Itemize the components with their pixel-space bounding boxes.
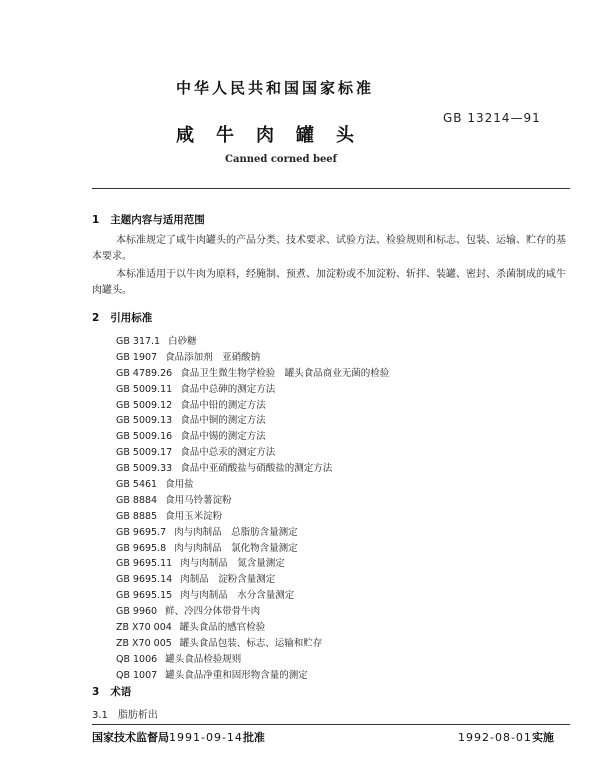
footer-divider bbox=[92, 724, 570, 725]
list-item bbox=[116, 556, 389, 572]
header-divider bbox=[92, 188, 570, 189]
issuer-name: 国家技术监督局 bbox=[92, 731, 169, 744]
list-item bbox=[116, 413, 389, 429]
scope-paragraph-line-4: 肉罐头。 bbox=[92, 285, 132, 296]
reference-name: 罐头食品净重和固形物含量的测定 bbox=[165, 669, 308, 681]
reference-code: GB 5009.12 bbox=[116, 399, 173, 411]
implementation-suffix: 实施 bbox=[531, 731, 554, 744]
list-item bbox=[116, 461, 389, 477]
reference-name: 罐头食品的感官检验 bbox=[179, 622, 266, 634]
reference-standards-list bbox=[116, 334, 389, 684]
list-item bbox=[116, 398, 389, 414]
reference-name: 罐头食品检验规则 bbox=[165, 653, 242, 665]
approval-suffix: 批准 bbox=[242, 731, 265, 744]
reference-code: GB 9695.14 bbox=[116, 574, 173, 586]
implementation-date: 1992-08-01 bbox=[458, 731, 532, 744]
approval-line bbox=[92, 729, 265, 745]
reference-code: GB 9960 bbox=[116, 606, 158, 618]
reference-name: 白砂糖 bbox=[168, 336, 197, 347]
reference-code: GB 1907 bbox=[116, 351, 158, 363]
reference-name: 肉与肉制品 氮含量测定 bbox=[180, 558, 285, 570]
section-title: 引用标准 bbox=[110, 312, 153, 324]
reference-name: 肉与肉制品 氯化物含量测定 bbox=[174, 542, 298, 554]
reference-name: 肉与肉制品 水分含量测定 bbox=[180, 590, 295, 602]
reference-name: 食品中亚硝酸盐与硝酸盐的测定方法 bbox=[180, 463, 333, 475]
list-item bbox=[116, 620, 389, 636]
approval-date: 1991-09-14 bbox=[169, 731, 243, 744]
reference-code: ZB X70 005 bbox=[116, 637, 172, 649]
section-number: 1 bbox=[92, 214, 100, 226]
reference-code: GB 5009.13 bbox=[116, 415, 173, 427]
reference-name: 食品中铜的测定方法 bbox=[180, 415, 266, 427]
list-item bbox=[116, 652, 389, 668]
reference-code: QB 1007 bbox=[116, 669, 158, 681]
reference-code: GB 4789.26 bbox=[116, 367, 173, 379]
document-title-en: Canned corned beef bbox=[225, 154, 337, 165]
reference-name: 鲜、冷四分体带骨牛肉 bbox=[165, 606, 261, 618]
reference-code: GB 8884 bbox=[116, 494, 158, 506]
reference-name: 食品中铅的测定方法 bbox=[180, 399, 266, 411]
reference-name: 罐头食品包装、标志、运输和贮存 bbox=[179, 637, 323, 649]
list-item bbox=[116, 509, 389, 525]
section-number: 2 bbox=[92, 312, 100, 324]
reference-code: GB 9695.8 bbox=[116, 542, 167, 554]
list-item bbox=[116, 541, 389, 557]
reference-name: 食品中锡的测定方法 bbox=[180, 431, 266, 443]
list-item bbox=[116, 334, 389, 350]
section-number: 3 bbox=[92, 686, 100, 698]
list-item bbox=[116, 445, 389, 461]
reference-code: GB 9695.11 bbox=[116, 558, 173, 570]
list-item bbox=[116, 429, 389, 445]
list-item bbox=[116, 493, 389, 509]
scope-paragraph-line-3: 本标准适用于以牛肉为原料，经腌制、预煮、加淀粉或不加淀粉、斩拌、装罐、密封、杀菌制成的咸牛 bbox=[116, 269, 566, 280]
section-title: 主题内容与适用范围 bbox=[110, 214, 205, 226]
reference-name: 食用玉米淀粉 bbox=[165, 510, 223, 522]
standard-code: GB 13214—91 bbox=[443, 111, 541, 125]
issuing-authority-header: 中华人民共和国国家标准 bbox=[176, 79, 375, 97]
scope-paragraph-line-2: 本要求。 bbox=[92, 251, 132, 262]
reference-name: 食品添加剂 亚硝酸钠 bbox=[165, 351, 261, 363]
reference-name: 食品中总汞的测定方法 bbox=[180, 447, 276, 459]
section-1-heading bbox=[92, 212, 205, 227]
reference-name: 食用马铃薯淀粉 bbox=[165, 494, 232, 506]
reference-name: 食用盐 bbox=[165, 479, 194, 491]
term-item: 3.1 脂肪析出 bbox=[92, 710, 158, 721]
reference-code: QB 1006 bbox=[116, 653, 158, 665]
reference-name: 肉制品 淀粉含量测定 bbox=[180, 574, 276, 586]
reference-code: GB 9695.7 bbox=[116, 526, 167, 538]
section-title: 术语 bbox=[110, 686, 132, 698]
reference-name: 食品卫生微生物学检验 罐头食品商业无菌的检验 bbox=[180, 367, 390, 379]
reference-code: GB 317.1 bbox=[116, 336, 161, 347]
reference-code: GB 5461 bbox=[116, 479, 158, 491]
scope-paragraph-line-1: 本标准规定了咸牛肉罐头的产品分类、技术要求、试验方法、检验规则和标志、包装、运输、贮存的基 bbox=[116, 235, 566, 246]
list-item bbox=[116, 604, 389, 620]
reference-code: GB 5009.17 bbox=[116, 447, 173, 459]
list-item bbox=[116, 668, 389, 684]
reference-code: GB 5009.16 bbox=[116, 431, 173, 443]
list-item bbox=[116, 477, 389, 493]
document-title-cn: 咸牛肉罐头 bbox=[176, 125, 376, 146]
reference-code: GB 5009.33 bbox=[116, 463, 173, 475]
reference-code: GB 8885 bbox=[116, 510, 158, 522]
reference-name: 肉与肉制品 总脂肪含量测定 bbox=[174, 526, 298, 538]
list-item bbox=[116, 382, 389, 398]
section-3-heading bbox=[92, 684, 131, 699]
list-item bbox=[116, 366, 389, 382]
implementation-line bbox=[458, 729, 554, 745]
reference-code: ZB X70 004 bbox=[116, 622, 172, 634]
list-item bbox=[116, 525, 389, 541]
reference-name: 食品中总砷的测定方法 bbox=[180, 383, 276, 395]
list-item bbox=[116, 636, 389, 652]
reference-code: GB 9695.15 bbox=[116, 590, 173, 602]
reference-code: GB 5009.11 bbox=[116, 383, 173, 395]
list-item bbox=[116, 350, 389, 366]
section-2-heading bbox=[92, 310, 152, 325]
list-item bbox=[116, 588, 389, 604]
list-item bbox=[116, 572, 389, 588]
